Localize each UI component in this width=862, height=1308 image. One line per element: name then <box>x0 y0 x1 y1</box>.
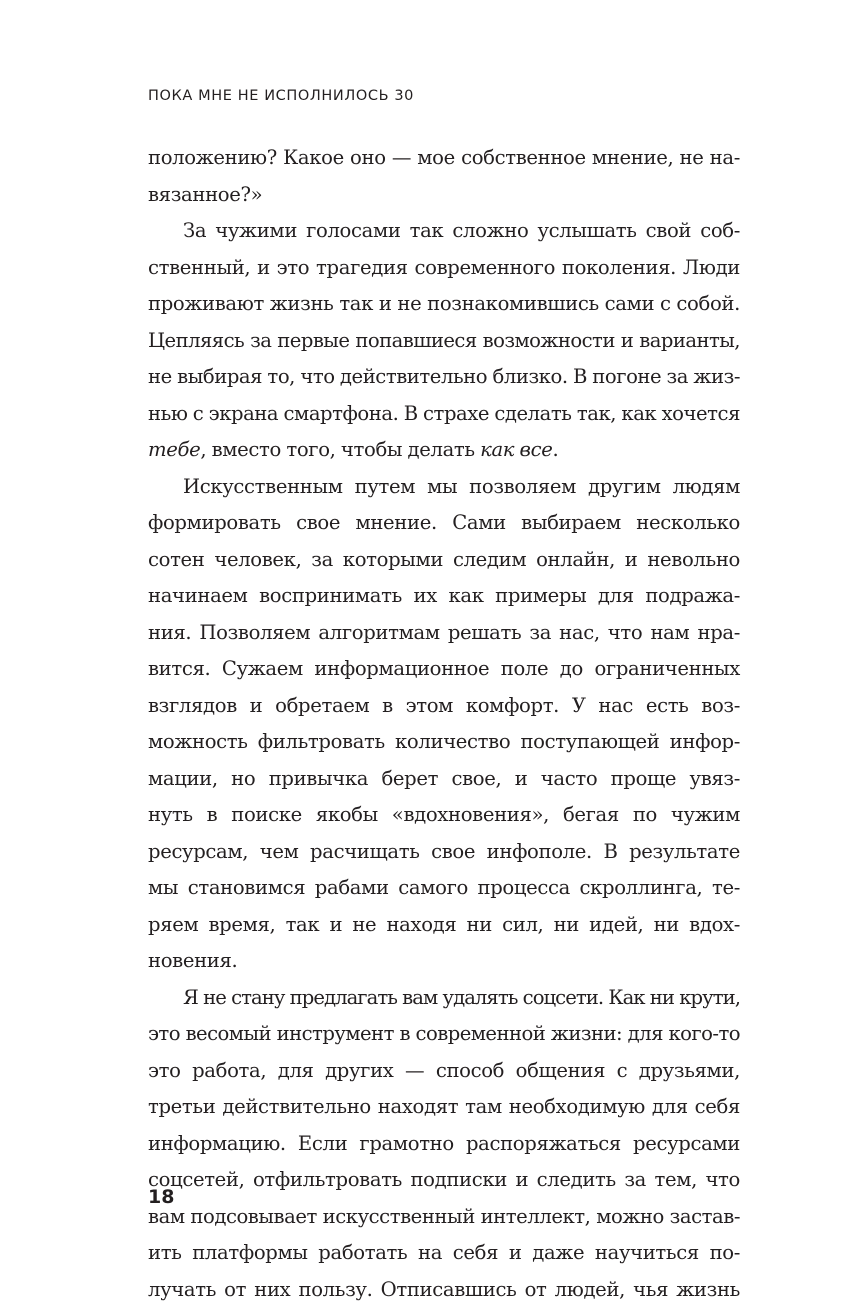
text-line: Я не стану предлагать вам удалять соцсети. Как ни крути, <box>148 980 740 1017</box>
text-line: За чужими голосами так сложно услышать свой соб- <box>148 213 740 250</box>
page-number: 18 <box>148 1186 174 1208</box>
text-line: формировать свое мнение. Сами выбираем несколько <box>148 505 740 542</box>
page-body <box>148 140 740 1308</box>
text-line: ственный, и это трагедия современного поколения. Люди <box>148 250 740 287</box>
text-line: новения. <box>148 943 740 980</box>
text-fragment: , вместо того, чтобы делать <box>200 438 480 461</box>
text-line: это весомый инструмент в современной жизни: для кого-то <box>148 1016 740 1053</box>
text-line: это работа, для других — способ общения с друзьями, <box>148 1053 740 1090</box>
text-line: мации, но привычка берет свое, и часто проще увяз- <box>148 761 740 798</box>
text-line: ресурсам, чем расчищать свое инфополе. В результате <box>148 834 740 871</box>
text-line: сотен человек, за которыми следим онлайн, и невольно <box>148 542 740 579</box>
text-line: Цепляясь за первые попавшиеся возможности и варианты, <box>148 323 740 360</box>
text-line: ить платформы работать на себя и даже научиться по- <box>148 1235 740 1272</box>
text-line: вам подсовывает искусственный интеллект, можно застав- <box>148 1199 740 1236</box>
running-header: ПОКА МНЕ НЕ ИСПОЛНИЛОСЬ 30 <box>148 88 414 104</box>
text-line: нуть в поиске якобы «вдохновения», бегая по чужим <box>148 797 740 834</box>
text-line: Искусственным путем мы позволяем другим людям <box>148 469 740 506</box>
text-line: проживают жизнь так и не познакомившись сами с собой. <box>148 286 740 323</box>
text-line: соцсетей, отфильтровать подписки и следить за тем, что <box>148 1162 740 1199</box>
text-line: положению? Какое оно — мое собственное мнение, не на- <box>148 140 740 177</box>
text-fragment: . <box>552 438 558 461</box>
text-line: ния. Позволяем алгоритмам решать за нас, что нам нра- <box>148 615 740 652</box>
italic-phrase: как все <box>480 438 552 461</box>
text-line: начинаем воспринимать их как примеры для подража- <box>148 578 740 615</box>
text-line: ряем время, так и не находя ни сил, ни идей, ни вдох- <box>148 907 740 944</box>
text-line: лучать от них пользу. Отписавшись от людей, чья жизнь <box>148 1272 740 1308</box>
text-line: можность фильтровать количество поступающей инфор- <box>148 724 740 761</box>
text-line: вится. Сужаем информационное поле до ограниченных <box>148 651 740 688</box>
text-line-mixed <box>148 432 740 469</box>
text-line: третьи действительно находят там необходимую для себя <box>148 1089 740 1126</box>
text-line: не выбирая то, что действительно близко. В погоне за жиз- <box>148 359 740 396</box>
text-line: мы становимся рабами самого процесса скроллинга, те- <box>148 870 740 907</box>
text-line: взглядов и обретаем в этом комфорт. У нас есть воз- <box>148 688 740 725</box>
italic-word: тебе <box>148 438 200 461</box>
text-line: вязанное?» <box>148 177 740 214</box>
text-line: нью с экрана смартфона. В страхе сделать так, как хочется <box>148 396 740 433</box>
text-line: информацию. Если грамотно распоряжаться ресурсами <box>148 1126 740 1163</box>
